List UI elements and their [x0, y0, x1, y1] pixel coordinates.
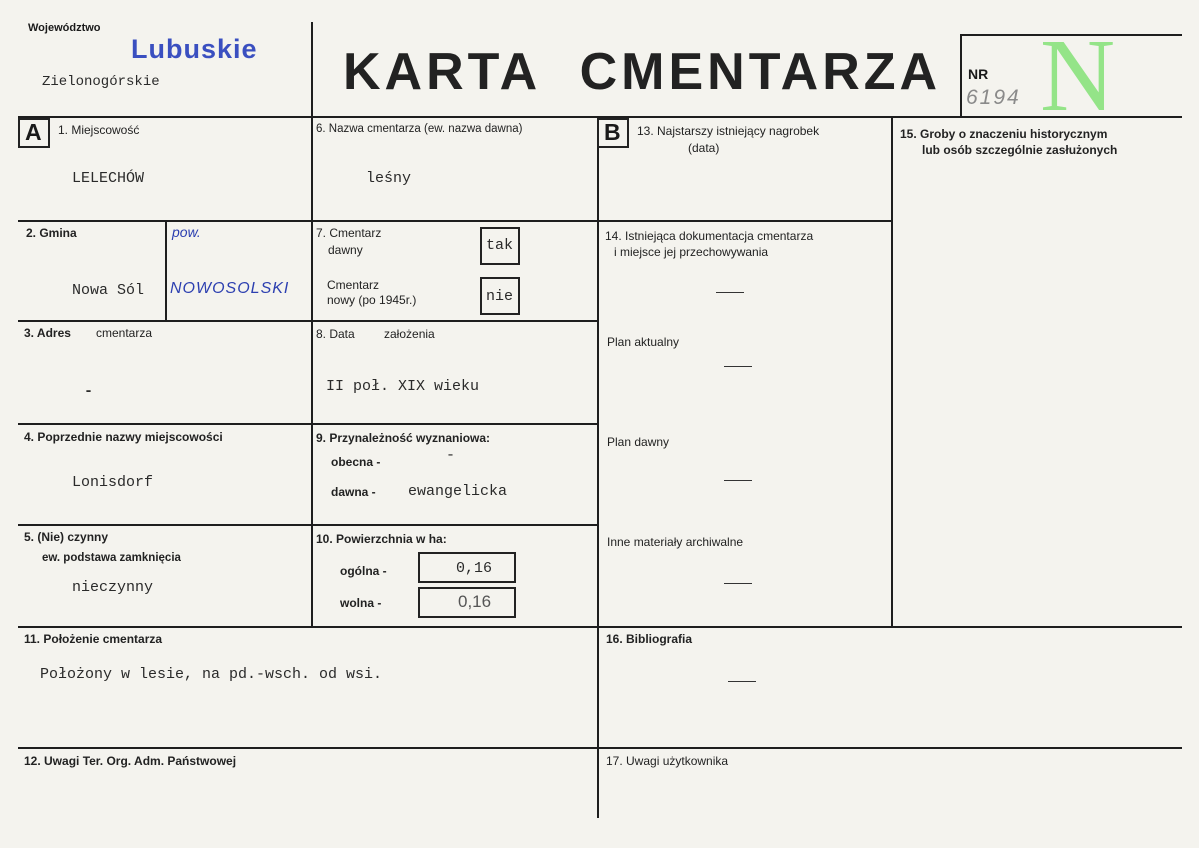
field-8-value: II poł. XIX wieku — [326, 378, 480, 395]
voivodeship-old: Zielonogórskie — [42, 74, 160, 90]
field-14-label-1: 14. Istniejąca dokumentacja cmentarza — [605, 229, 814, 243]
section-a-letter: A — [25, 119, 42, 145]
field-11-label: 11. Położenie cmentarza — [24, 632, 163, 646]
field-2-pow-value: NOWOSOLSKI — [170, 280, 290, 297]
stamp-letter: N — [1040, 18, 1116, 133]
nr-label: NR — [968, 66, 989, 82]
field-9-current-label: obecna - — [331, 455, 381, 469]
field-7-old-label-2: dawny — [328, 243, 363, 257]
field-7-new-label-2: nowy (po 1945r.) — [327, 293, 417, 307]
field-2-label: 2. Gmina — [26, 226, 77, 240]
field-13-label-2: (data) — [688, 141, 720, 155]
field-2-value: Nowa Sól — [72, 282, 145, 299]
field-16-label: 16. Bibliografia — [606, 632, 693, 646]
field-9-former-value: ewangelicka — [408, 483, 508, 500]
field-10-total-label: ogólna - — [340, 564, 387, 578]
plan-current-dash — [724, 366, 752, 367]
other-materials-label: Inne materiały archiwalne — [607, 535, 744, 549]
plan-old-label: Plan dawny — [607, 435, 670, 449]
plan-old-dash — [724, 480, 752, 481]
field-7-new-label-1: Cmentarz — [327, 278, 380, 292]
field-5-sublabel: ew. podstawa zamknięcia — [42, 552, 181, 564]
plan-current-label: Plan aktualny — [607, 335, 680, 349]
field-1-label: 1. Miejscowość — [58, 123, 140, 137]
field-13-label-1: 13. Najstarszy istniejący nagrobek — [637, 124, 820, 138]
field-10-free-value: 0,16 — [458, 592, 492, 611]
grid-line — [18, 524, 598, 526]
section-b-letter: B — [604, 119, 621, 145]
field-11-value: Położony w lesie, na pd.-wsch. od wsi. — [40, 666, 383, 683]
field-4-label: 4. Poprzednie nazwy miejscowości — [24, 430, 223, 444]
field-5-label: 5. (Nie) czynny — [24, 530, 109, 544]
field-14-dash — [716, 292, 744, 293]
field-9-former-label: dawna - — [331, 485, 376, 499]
field-16-dash — [728, 681, 756, 682]
field-9-current-value: - — [446, 447, 456, 464]
grid-line — [18, 423, 598, 425]
grid-line — [18, 747, 1182, 749]
grid-line — [960, 34, 962, 118]
voivodeship-label: Województwo — [28, 22, 101, 34]
field-4-value: Lonisdorf — [72, 474, 154, 491]
field-7-old-value: tak — [486, 237, 514, 254]
field-15-label-2: lub osób szczególnie zasłużonych — [922, 143, 1118, 157]
field-10-label: 10. Powierzchnia w ha: — [316, 532, 447, 546]
voivodeship-new: Lubuskie — [131, 34, 258, 64]
grid-line — [311, 22, 313, 626]
field-7-new-value: nie — [486, 288, 514, 305]
field-8-label-b: założenia — [384, 327, 435, 341]
field-14-label-2: i miejsce jej przechowywania — [614, 245, 769, 259]
nr-value: 6194 — [966, 86, 1021, 109]
field-3-value: - — [84, 383, 94, 400]
field-3-label-b: cmentarza — [96, 326, 153, 340]
field-7-old-label-1: 7. Cmentarz — [316, 226, 382, 240]
field-6-label: 6. Nazwa cmentarza (ew. nazwa dawna) — [316, 123, 523, 135]
page-title: KARTA CMENTARZA — [343, 43, 942, 101]
grid-line — [18, 220, 598, 222]
grid-line — [18, 116, 960, 118]
grid-line — [891, 116, 893, 626]
field-17-label: 17. Uwagi użytkownika — [606, 754, 729, 768]
field-10-total-value: 0,16 — [456, 560, 493, 577]
grid-line — [597, 220, 893, 222]
field-6-value: leśny — [366, 170, 412, 187]
field-3-label-a: 3. Adres — [24, 326, 71, 340]
grid-line — [165, 220, 167, 320]
field-8-label-a: 8. Data — [316, 327, 355, 341]
field-9-label: 9. Przynależność wyznaniowa: — [316, 431, 491, 445]
field-10-free-label: wolna - — [340, 596, 382, 610]
field-15-label-1: 15. Groby o znaczeniu historycznym — [900, 127, 1108, 141]
field-2-pow-label: pow. — [172, 224, 201, 240]
grid-line — [18, 320, 598, 322]
field-1-value: LELECHÓW — [72, 170, 145, 187]
grid-line — [18, 626, 1182, 628]
field-12-label: 12. Uwagi Ter. Org. Adm. Państwowej — [24, 754, 237, 768]
field-5-value: nieczynny — [72, 579, 154, 596]
other-materials-dash — [724, 583, 752, 584]
